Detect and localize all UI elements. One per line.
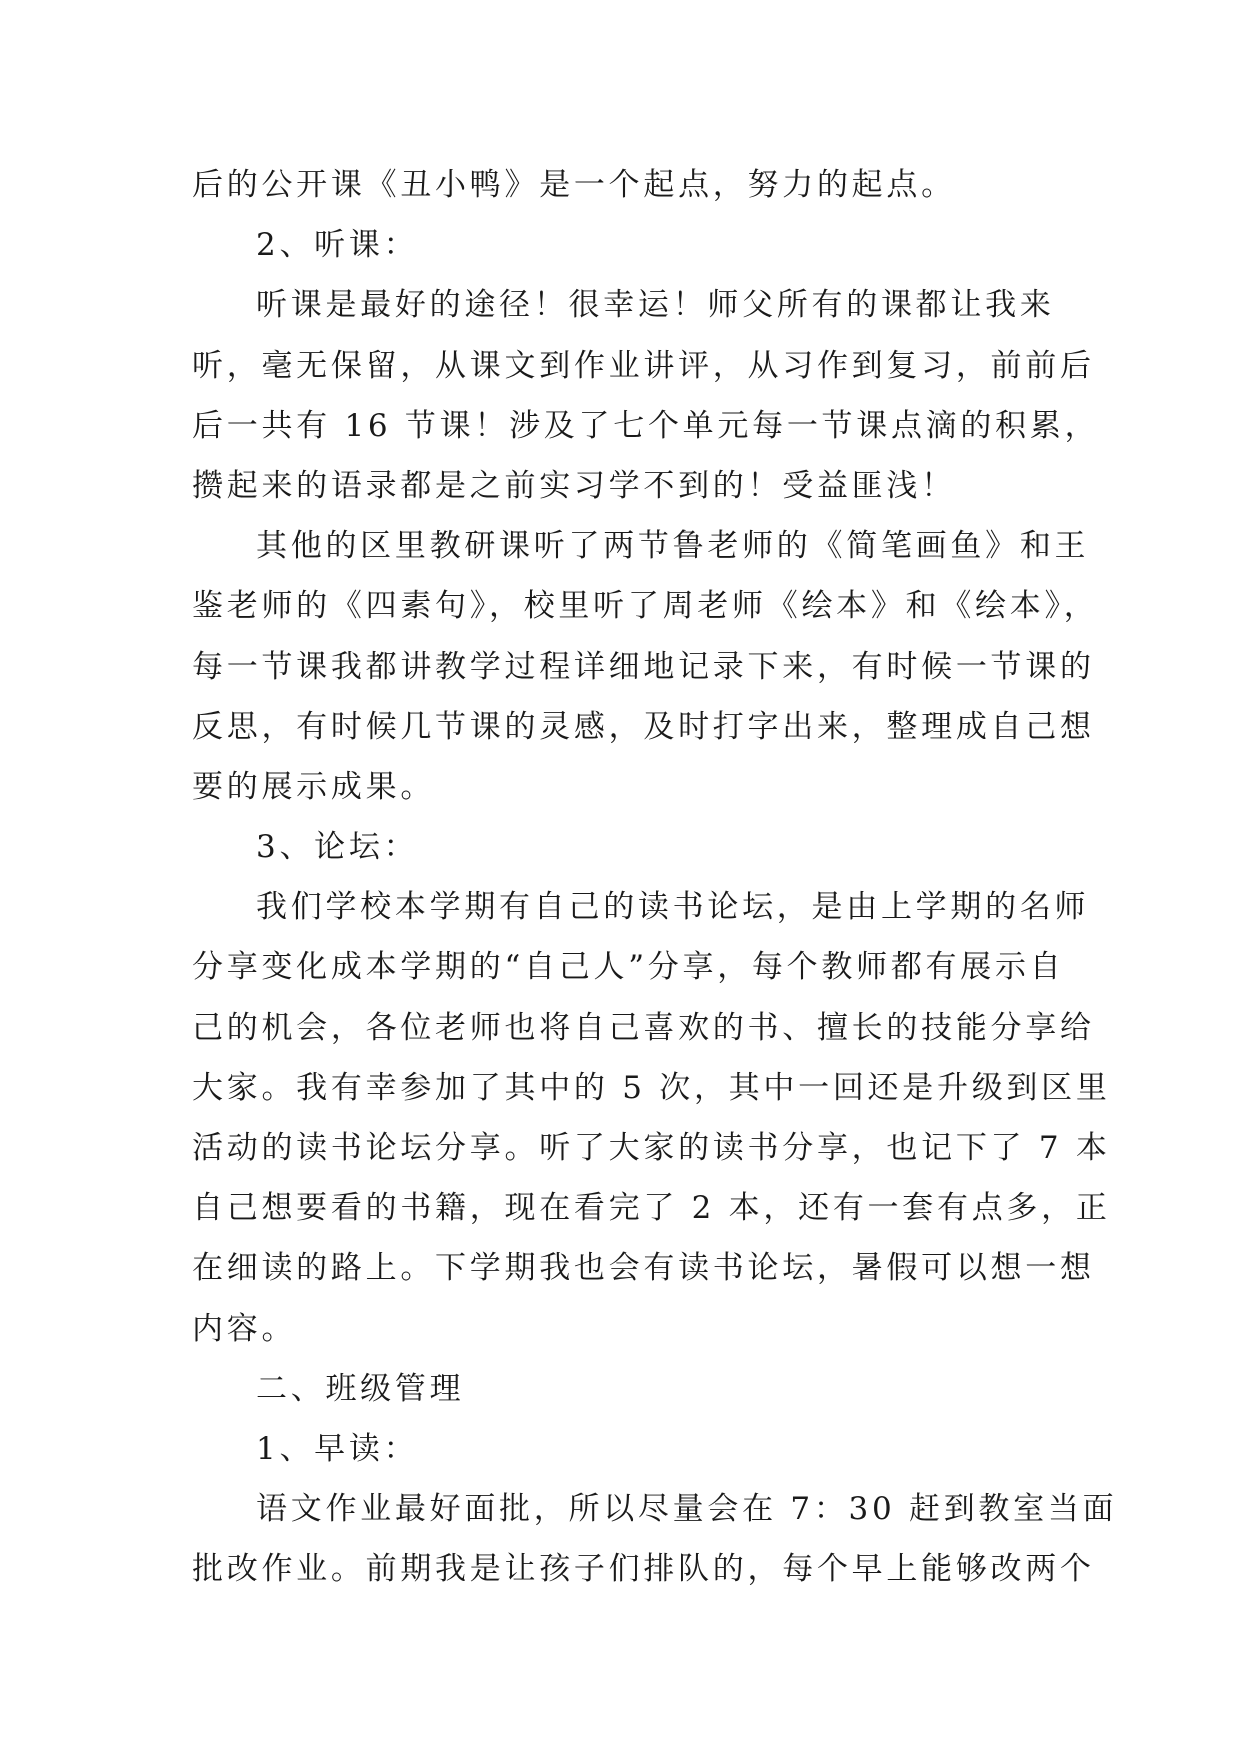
section-heading-class-management: 二、班级管理 bbox=[256, 1370, 465, 1407]
text-line: 要的展示成果。 bbox=[192, 768, 436, 805]
document-page bbox=[192, 155, 1118, 1600]
section-heading-forum: 3、论坛： bbox=[256, 829, 419, 866]
text-line: 己的机会，各位老师也将自己喜欢的书、擅长的技能分享给 bbox=[192, 1009, 1095, 1046]
text-line: 在细读的路上。下学期我也会有读书论坛，暑假可以想一想 bbox=[192, 1250, 1095, 1287]
text-line: 批改作业。前期我是让孩子们排队的，每个早上能够改两个 bbox=[192, 1551, 1095, 1588]
text-line: 每一节课我都讲教学过程详细地记录下来，有时候一节课的 bbox=[192, 648, 1095, 685]
section-heading-morning-reading: 1、早读： bbox=[256, 1430, 419, 1467]
text-line: 鉴老师的《四素句》，校里听了周老师《绘本》和《绘本》， bbox=[192, 588, 1099, 625]
section-heading-listening: 2、听课： bbox=[256, 227, 419, 264]
text-line: 自己想要看的书籍，现在看完了 2 本，还有一套有点多，正 bbox=[192, 1190, 1111, 1227]
text-line: 活动的读书论坛分享。听了大家的读书分享，也记下了 7 本 bbox=[192, 1130, 1111, 1166]
text-line: 听课是最好的途径！很幸运！师父所有的课都让我来 bbox=[256, 287, 1055, 324]
text-line: 语文作业最好面批，所以尽量会在 7：30 赶到教室当面 bbox=[256, 1491, 1118, 1528]
text-line: 后的公开课《丑小鸭》是一个起点，努力的起点。 bbox=[192, 167, 956, 203]
text-line: 分享变化成本学期的“自己人”分享，每个教师都有展示自 bbox=[192, 949, 1065, 986]
text-line: 反思，有时候几节课的灵感，及时打字出来，整理成自己想 bbox=[192, 708, 1095, 745]
text-line: 内容。 bbox=[192, 1310, 297, 1347]
text-line: 攒起来的语录都是之前实习学不到的！受益匪浅！ bbox=[192, 467, 956, 504]
text-line: 听，毫无保留，从课文到作业讲评，从习作到复习，前前后 bbox=[192, 347, 1095, 384]
text-line: 我们学校本学期有自己的读书论坛，是由上学期的名师 bbox=[256, 889, 1090, 926]
text-line: 后一共有 16 节课！涉及了七个单元每一节课点滴的积累， bbox=[192, 407, 1100, 444]
text-line: 大家。我有幸参加了其中的 5 次，其中一回还是升级到区里 bbox=[192, 1069, 1111, 1106]
text-line: 其他的区里教研课听了两节鲁老师的《简笔画鱼》和王 bbox=[256, 528, 1090, 565]
